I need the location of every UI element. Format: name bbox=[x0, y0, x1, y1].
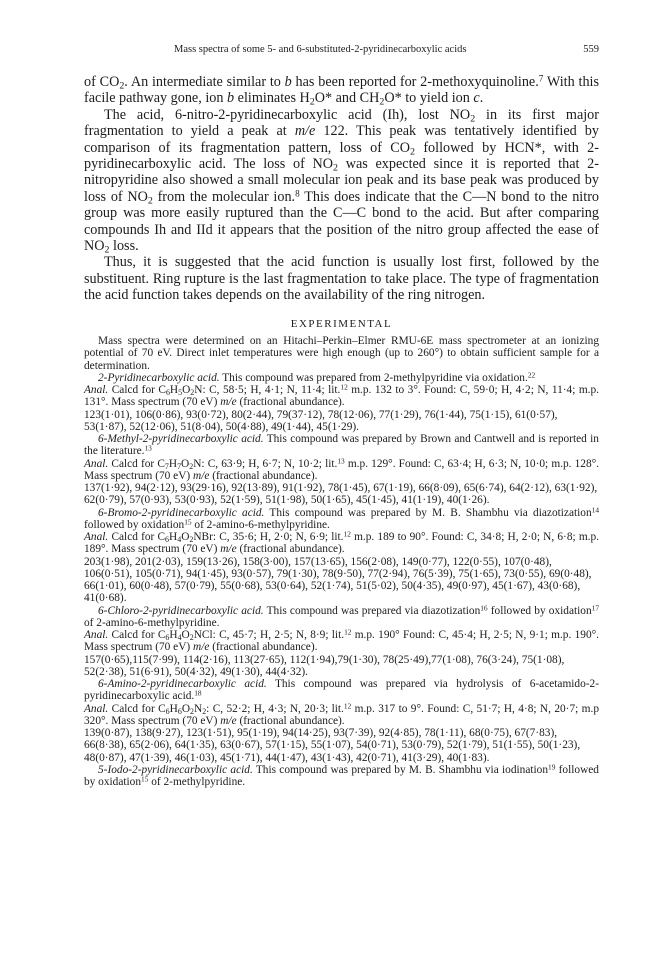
analysis-line: Anal. Calcd for $C_6H_6O_2N_2$: C, 52·2; H, 4·3; N, 20·3; lit.$^{12}$ m.p. 317 to 9°. Found: C, 51·7; H, 4·8; N, 20·7; m.p 320°. Mass spectrum (70 eV) m/e (fractional abundance). bbox=[84, 700, 600, 727]
discussion-text bbox=[84, 74, 599, 304]
experimental-section bbox=[84, 335, 599, 788]
experimental-paragraph: 5-Iodo-2-pyridinecarboxylic acid. This compound was prepared by M. B. Shambhu via iodination$^{19}$ followed by oxidation$^{15}$ of 2-methylpyridine. bbox=[84, 762, 599, 788]
experimental-paragraph: 6-Chloro-2-pyridinecarboxylic acid. This compound was prepared via diazotization$^{16}$ followed by oxidation$^{17}$ of 2-amino-6-methylpyridine. bbox=[84, 602, 599, 629]
mass-spectrum-data: 139(0·87), 138(9·27), 123(1·51), 95(1·19), 94(14·25), 93(7·39), 92(4·85), 78(1·11), 68(0·75), 67(7·83), 66(8·38), 65(2·06), 64(1·35), 63(0·67), 57(1·15), 55(1·07), 54(0·71), 53(0·79), 52(1·79), 51(1·55), 50(1·23), 48(0·87), 47(1·39), 46(1·03), 45(1·71), 44(1·47), 43(1·43), 42(0·71), 41(3·29), 40(1·83). bbox=[84, 727, 581, 764]
body-paragraph: of $CO_2$. An intermediate similar to b has been reported for 2-methoxyquinoline.$^7$ With this facile pathway gone, ion b eliminates $H_2O*$ and $CH_2O*$ to yield ion c. bbox=[84, 73, 599, 108]
mass-spectrum-data: 123(1·01), 106(0·86), 93(0·72), 80(2·44), 79(37·12), 78(12·06), 77(1·29), 76(1·44), 75(1·15), 61(0·57), 53(1·87), 52(12·06), 51(8·04), 50(4·88), 49(1·44), 45(1·29). bbox=[84, 408, 558, 433]
body-paragraph: Thus, it is suggested that the acid function is usually lost first, followed by the substituent. Ring rupture is the last fragmentation to take place. The type of fragmentation the acid function takes depends on the availability of the ring nitrogen. bbox=[84, 254, 599, 304]
page-number: 559 bbox=[583, 44, 599, 55]
experimental-paragraph: 6-Methyl-2-pyridinecarboxylic acid. This compound was prepared by Brown and Cantwell and is reported in the literature.$^{13}$ bbox=[84, 433, 599, 458]
mass-spectrum-data: 137(1·92), 94(2·12), 93(29·16), 92(13·89), 91(1·92), 78(1·45), 67(1·19), 66(8·09), 65(6·74), 64(2·12), 63(1·92), 62(0·79), 57(0·93), 53(0·93), 52(1·59), 51(1·98), 50(1·65), 45(1·45), 41(1·19), 40(1·26). bbox=[84, 482, 598, 507]
analysis-line: Anal. Calcd for $C_7H_7O_2N$: C, 63·9; H, 6·7; N, 10·2; lit.$^{13}$ m.p. 129°. Found: C, 63·4; H, 6·3; N, 10·0; m.p. 128°. Mass spectrum (70 eV) m/e (fractional abundance). bbox=[84, 455, 600, 482]
section-heading-experimental: EXPERIMENTAL bbox=[290, 318, 393, 330]
mass-spectrum-data: 157(0·65),115(7·99), 114(2·16), 113(27·65), 112(1·94),79(1·30), 78(25·49),77(1·08), 76(3·24), 75(1·08), 52(2·38), 51(6·91), 50(4·32), 49(1·30), 44(4·32). bbox=[84, 653, 565, 678]
body-paragraph: The acid, 6-nitro-2-pyridinecarboxylic acid (Ih), lost $NO_2$ in its first major fragmentation to yield a peak at m/e 122. This peak was tentatively identified by comparison of its fragmentation pattern, loss of $CO_2$ followed by HCN*, with 2-pyridinecarboxylic acid. The loss of $NO_2$ was expected since it is reported that 2-nitropyridine also showed a small molecular ion peak and its base peak was produced by loss of $NO_2$ from the molecular ion.$^8$ This does indicate that the C—N bond to the nitro group was more easily ruptured than the C—C bond to the acid. But after comparing compounds Ih and IId it appears that the position of the nitro group affected the ease of $NO_2$ loss. bbox=[84, 106, 600, 256]
analysis-line: Anal. Calcd for $C_6H_4O_2NCl$: C, 45·7; H, 2·5; N, 8·9; lit.$^{12}$ m.p. 190° Found: C, 45·4; H, 2·5; N, 9·1; m.p. 190°. Mass spectrum (70 eV) m/e (fractional abundance). bbox=[84, 627, 599, 654]
analysis-line: Anal. Calcd for $C_6H_4O_2NBr$: C, 35·6; H, 2·0; N, 6·9; lit.$^{12}$ m.p. 189 to 90°. Found: C, 34·8; H, 2·0; N, 6·8; m.p. 189°. Mass spectrum (70 eV) m/e (fractional abundance). bbox=[84, 529, 599, 556]
experimental-paragraph: 6-Amino-2-pyridinecarboxylic acid. This compound was prepared via hydrolysis of 6-acetamido-2-pyridinecarboxylic acid.$^{18}$ bbox=[84, 678, 599, 703]
experimental-paragraph: 6-Bromo-2-pyridinecarboxylic acid. This compound was prepared by M. B. Shambhu via diazotization$^{14}$ followed by oxidation$^{15}$ of 2-amino-6-methylpyridine. bbox=[84, 504, 599, 531]
analysis-line: Anal. Calcd for $C_6H_5O_2N$: C, 58·5; H, 4·1; N, 11·4; lit.$^{12}$ m.p. 132 to 3°. Found: C, 59·0; H, 4·2; N, 11·4; m.p. 131°. Mass spectrum (70 eV) m/e (fractional abundance). bbox=[84, 382, 599, 409]
experimental-paragraph: Mass spectra were determined on an Hitachi–Perkin–Elmer RMU-6E mass spectrometer at an ionizing potential of 70 eV. Direct inlet temperatures were high enough (up to 260°) to obtain sufficient sample for a determination. bbox=[84, 335, 599, 372]
mass-spectrum-data: 203(1·98), 201(2·03), 159(13·26), 158(3·00), 157(13·65), 156(2·08), 149(0·77), 122(0·55), 107(0·48), 106(0·51), 105(0·71), 94(1·45), 93(0·57), 79(1·30), 78(9·50), 77(2·94), 76(5·39), 75(1·65), 73(0·55), 69(0·48), 66(1·01), 60(0·48), 57(0·79), 55(0·68), 53(0·64), 52(1·74), 51(5·02), 50(4·35), 49(0·97), 45(1·67), 43(0·68), 41(0·68). bbox=[84, 555, 592, 605]
page-header bbox=[84, 44, 599, 60]
running-title: Mass spectra of some 5- and 6-substituted-2-pyridinecarboxylic acids bbox=[174, 44, 467, 55]
experimental-paragraph: 2-Pyridinecarboxylic acid. This compound was prepared from 2-methylpyridine via oxidation.$^{22}$ bbox=[98, 370, 536, 384]
